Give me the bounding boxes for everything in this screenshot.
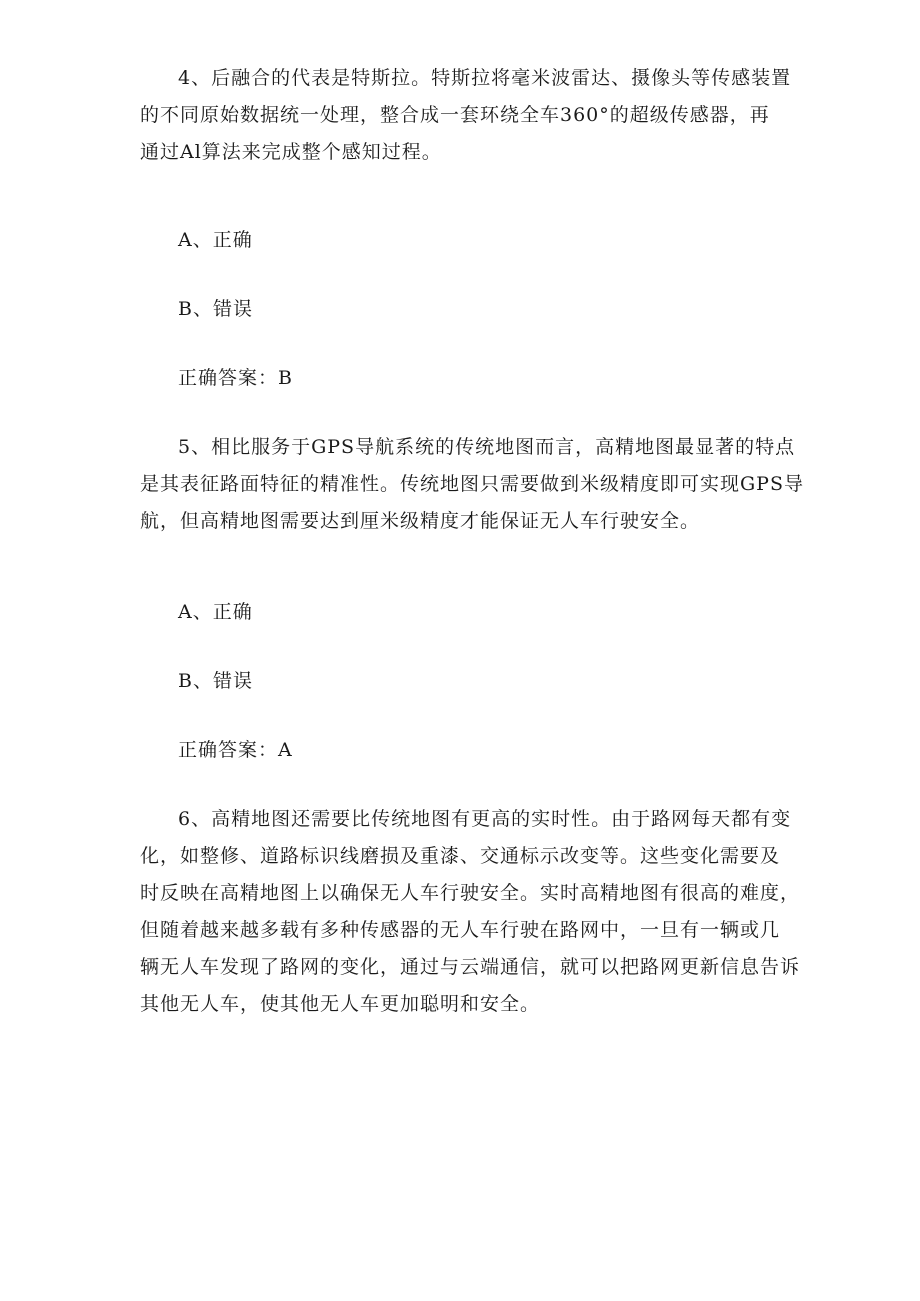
question-6-line-4: 但随着越来越多载有多种传感器的无人车行驶在路网中，一旦有一辆或几 [140, 919, 781, 941]
question-6-line-5: 辆无人车发现了路网的变化，通过与云端通信，就可以把路网更新信息告诉 [140, 956, 801, 978]
question-5-answer: 正确答案：A [178, 739, 293, 761]
question-4-text [140, 60, 790, 171]
question-4-line-2: 的不同原始数据统一处理，整合成一套环绕全车360°的超级传感器，再 [140, 104, 770, 126]
question-5-option-a: A、正确 [178, 601, 253, 623]
question-4-line-3: 通过Al算法来完成整个感知过程。 [140, 141, 442, 163]
question-5-line-2: 是其表征路面特征的精准性。传统地图只需要做到米级精度即可实现GPS导 [140, 473, 804, 495]
question-5-text [140, 429, 804, 540]
question-6-text [140, 801, 801, 1023]
question-4-answer: 正确答案：B [178, 367, 293, 389]
question-6-line-3: 时反映在高精地图上以确保无人车行驶安全。实时高精地图有很高的难度， [140, 882, 801, 904]
question-5-line-3: 航，但高精地图需要达到厘米级精度才能保证无人车行驶安全。 [140, 510, 701, 532]
question-6-line-1: 6、高精地图还需要比传统地图有更高的实时性。由于路网每天都有变 [178, 808, 792, 830]
question-4-line-1: 4、后融合的代表是特斯拉。特斯拉将毫米波雷达、摄像头等传感装置 [178, 67, 792, 89]
question-4-option-a: A、正确 [178, 229, 253, 251]
question-6-line-6: 其他无人车，使其他无人车更加聪明和安全。 [140, 993, 541, 1015]
question-6-line-2: 化，如整修、道路标识线磨损及重漆、交通标示改变等。这些变化需要及 [140, 845, 781, 867]
question-5-option-b: B、错误 [178, 670, 253, 692]
question-4-option-b: B、错误 [178, 298, 253, 320]
question-5-line-1: 5、相比服务于GPS导航系统的传统地图而言，高精地图最显著的特点 [178, 436, 796, 458]
